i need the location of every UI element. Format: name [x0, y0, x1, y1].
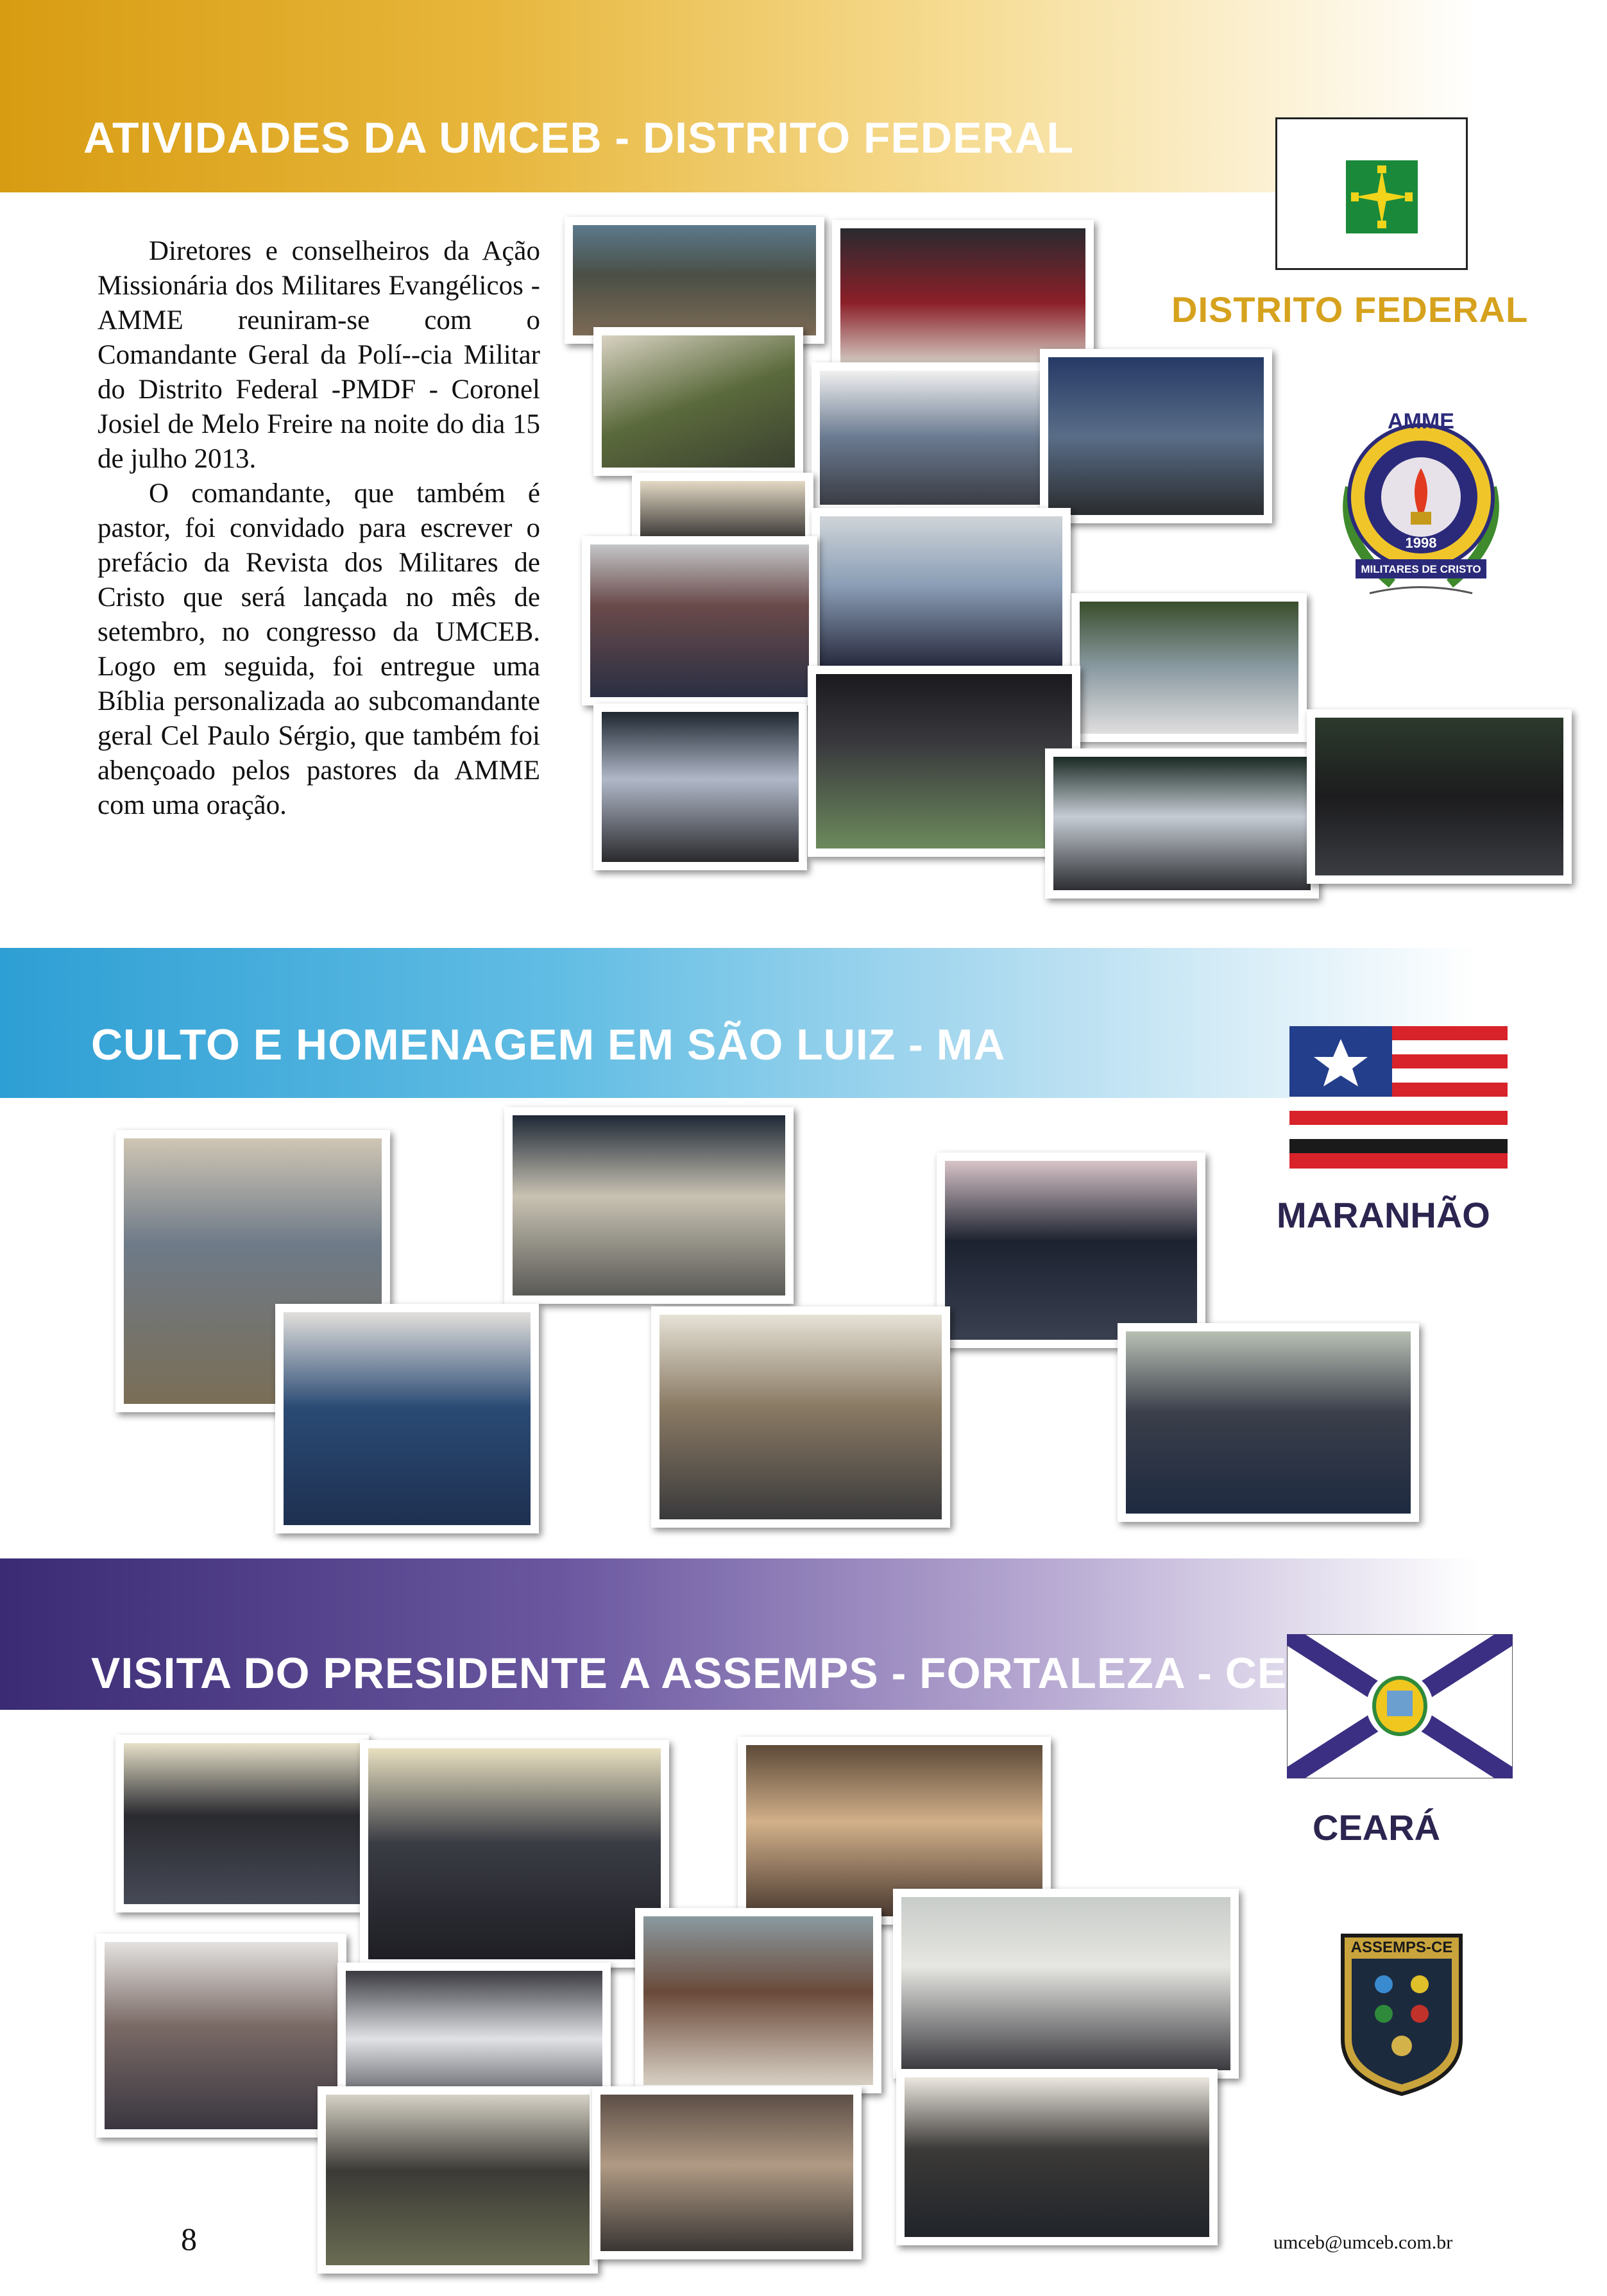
ce-photo [318, 2086, 598, 2274]
ce-photo [592, 2086, 862, 2259]
df-article-text [98, 234, 540, 823]
ce-photo [635, 1908, 881, 2093]
amme-emblem-year: 1998 [1405, 535, 1437, 551]
assemps-badge-text: ASSEMPS-CE [1350, 1939, 1453, 1956]
df-photo [582, 536, 817, 705]
ma-section-title: CULTO E HOMENAGEM EM SÃO LUIZ - MA [91, 1020, 1006, 1069]
df-flag-emblem-icon [1277, 119, 1466, 268]
ma-photo [651, 1306, 950, 1528]
df-state-label: DISTRITO FEDERAL [1171, 289, 1529, 330]
df-flag [1275, 117, 1468, 270]
ma-state-label: MARANHÃO [1277, 1195, 1490, 1235]
df-photo [1307, 709, 1572, 884]
df-photo [565, 217, 824, 344]
df-photo [1040, 349, 1272, 523]
ce-photo [896, 2069, 1218, 2245]
ce-photo [96, 1934, 346, 2138]
footer-email[interactable]: umceb@umceb.com.br [1273, 2232, 1453, 2253]
df-photo [593, 327, 803, 476]
df-photo [1045, 748, 1319, 899]
ma-photo [937, 1152, 1205, 1348]
ma-photo [504, 1107, 794, 1304]
df-photo [808, 666, 1080, 857]
ce-flag [1287, 1634, 1513, 1778]
amme-emblem-ribbon: MILITARES DE CRISTO [1361, 563, 1481, 575]
ce-photo [360, 1740, 669, 1968]
ce-photo [115, 1735, 369, 1912]
df-photo [812, 508, 1071, 677]
df-section-title: ATIVIDADES DA UMCEB - DISTRITO FEDERAL [83, 114, 1075, 162]
ce-photo [893, 1889, 1239, 2079]
ma-flag [1289, 1026, 1508, 1169]
amme-emblem [1331, 391, 1511, 609]
ma-photo [275, 1304, 539, 1533]
assemps-badge [1338, 1930, 1466, 2097]
df-photo [812, 362, 1051, 513]
page-number: 8 [181, 2221, 197, 2257]
df-photo [1071, 593, 1307, 742]
df-paragraph-1: Diretores e conselheiros da Ação Missionária dos Militares Evangélicos - AMME reuniram-se com o Comandante Geral da Polí--cia Militar do Distrito Federal -PMDF - Coronel Josiel de Melo Freire na noite do dia 15 de julho 2013. [98, 236, 540, 474]
ma-photo [1118, 1323, 1419, 1522]
df-photo [593, 704, 807, 870]
ce-state-label: CEARÁ [1313, 1807, 1441, 1848]
ce-section-title: VISITA DO PRESIDENTE A ASSEMPS - FORTALEZA - CE [91, 1649, 1288, 1698]
amme-emblem-top-text: AMME [1388, 409, 1454, 434]
df-paragraph-2: O comandante, que também é pastor, foi convidado para escrever o prefácio da Revista dos Militares de Cristo que será lançada no mês de setembro, no congresso da UMCEB. Logo em seguida, foi entregue uma Bíblia personalizada ao subcomandante geral Cel Paulo Sérgio, que também foi abençoado pelos pastores da AMME com uma oração. [98, 478, 540, 820]
